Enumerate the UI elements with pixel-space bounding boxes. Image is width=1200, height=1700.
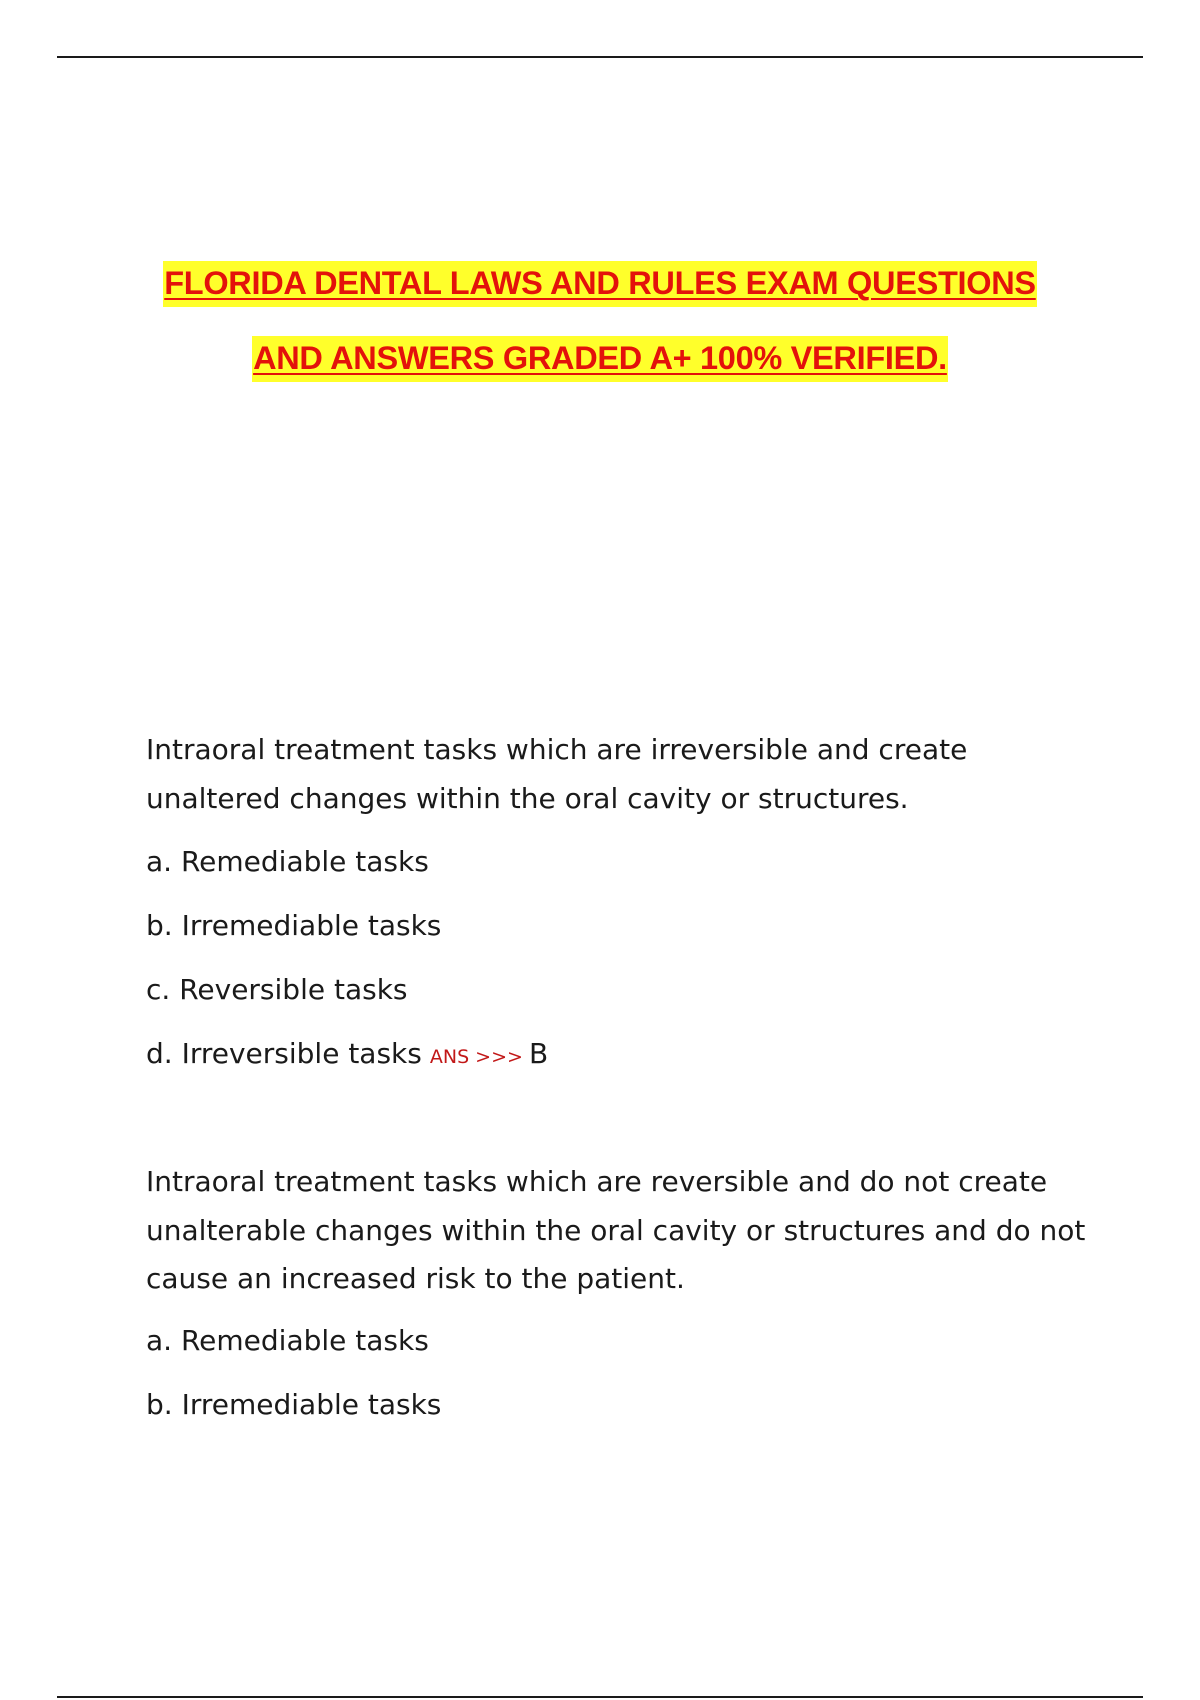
- question-1-option-d: d. Irreversible tasks: [146, 1037, 422, 1070]
- question-1-option-d-row: [146, 1034, 548, 1077]
- question-2-option-a: a. Remediable tasks: [146, 1324, 429, 1357]
- document-title-line-1: [0, 261, 1200, 307]
- document-title-text-1: FLORIDA DENTAL LAWS AND RULES EXAM QUESTIONS: [163, 261, 1037, 307]
- question-1-option-a: a. Remediable tasks: [146, 845, 429, 878]
- header-rule: [57, 56, 1143, 58]
- question-2-option-b: b. Irremediable tasks: [146, 1388, 442, 1421]
- answer-label: ANS >>>: [429, 1046, 523, 1068]
- answer-value: B: [528, 1037, 549, 1070]
- question-1-option-c: c. Reversible tasks: [146, 973, 408, 1006]
- document-title-text-2: AND ANSWERS GRADED A+ 100% VERIFIED.: [252, 336, 948, 382]
- document-title-line-2: [0, 336, 1200, 382]
- question-1-text: Intraoral treatment tasks which are irreversible and create unaltered changes within the oral cavity or structures.: [146, 733, 968, 815]
- question-2-text: Intraoral treatment tasks which are reversible and do not create unalterable changes within the oral cavity or structures and do not cause an increased risk to the patient.: [146, 1165, 1086, 1295]
- question-1-option-b: b. Irremediable tasks: [146, 909, 442, 942]
- footer-rule: [57, 1696, 1143, 1698]
